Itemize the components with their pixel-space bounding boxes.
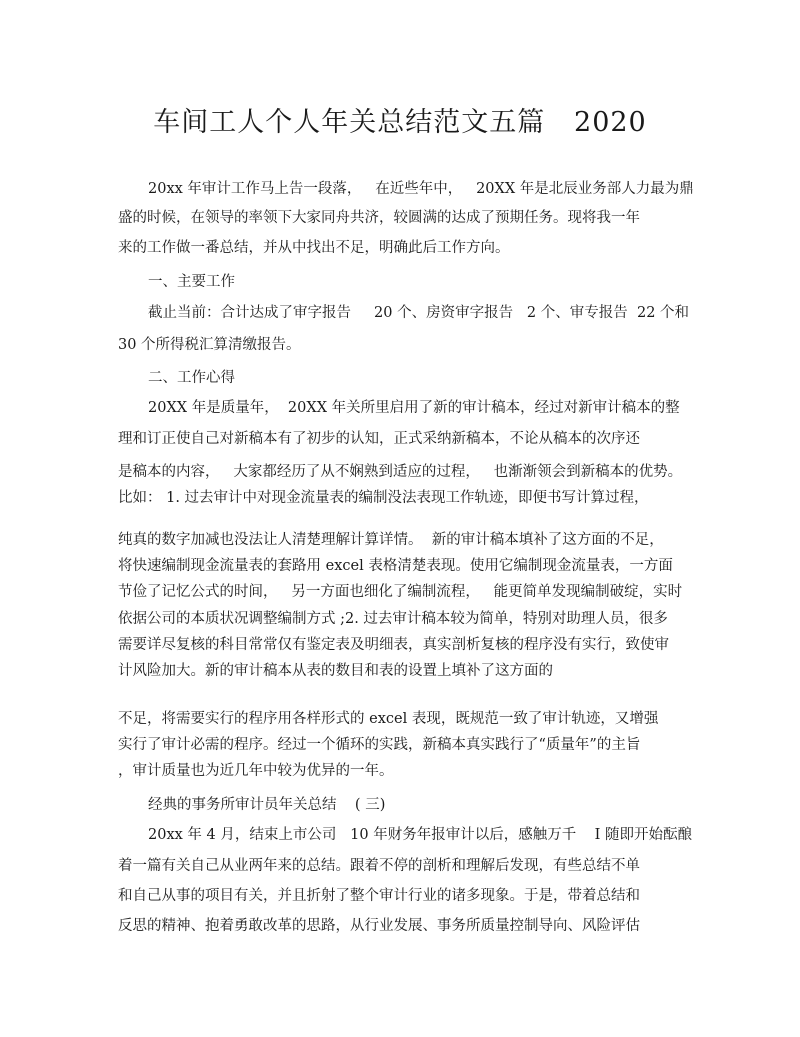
- paragraph-line: 20xx 年 4 月，结束上市公司 10 年财务年报审计以后，感触万千 I 随即开始酝酿: [148, 827, 693, 843]
- paragraph-line: 计风险加大。新的审计稿本从表的数目和表的设置上填补了这方面的: [118, 663, 553, 679]
- paragraph-line: 20XX 年是质量年， 20XX 年关所里启用了新的审计稿本，经过对新审计稿本的整: [148, 400, 680, 416]
- paragraph-line: 反思的精神、抱着勇敢改革的思路，从行业发展、事务所质量控制导向、风险评估: [118, 918, 640, 934]
- paragraph-line: 不足，将需要实行的程序用各样形式的 excel 表现，既规范一致了审计轨迹，又增强: [118, 711, 659, 727]
- paragraph-line: 着一篇有关自己从业两年来的总结。跟着不停的剖析和理解后发现，有些总结不单: [118, 858, 640, 874]
- paragraph-line: 截止当前：合计达成了审字报告 20 个、房资审字报告 2 个、审专报告 22 个和: [148, 305, 690, 321]
- paragraph-line: 盛的时候，在领导的率领下大家同舟共济，较圆满的达成了预期任务。现将我一年: [118, 210, 640, 226]
- document-title: 车间工人个人年关总结范文五篇 2020: [153, 107, 647, 138]
- paragraph-line: 20xx 年审计工作马上告一段落， 在近些年中， 20XX 年是北辰业务部人力最为鼎: [148, 181, 694, 197]
- section-heading: 经典的事务所审计员年关总结 ( 三): [148, 797, 386, 813]
- paragraph-line: 需要详尽复核的科目常常仅有鉴定表及明细表，真实剖析复核的程序没有实行，致使审: [118, 637, 669, 653]
- paragraph-line: 节俭了记忆公式的时间， 另一方面也细化了编制流程， 能更简单发现编制破绽，实时: [118, 584, 683, 600]
- section-heading: 一、主要工作: [148, 274, 235, 290]
- paragraph-line: 依据公司的本质状况调整编制方式 ;2. 过去审计稿本较为简单，特别对助理人员，很多: [118, 611, 668, 627]
- paragraph-line: 比如： 1. 过去审计中对现金流量表的编制没法表现工作轨迹，即便书写计算过程，: [118, 490, 649, 506]
- paragraph-line: 理和订正使自己对新稿本有了初步的认知，正式采纳新稿本，不论从稿本的次序还: [118, 431, 640, 447]
- paragraph-line: 是稿本的内容， 大家都经历了从不娴熟到适应的过程， 也渐渐领会到新稿本的优势。: [118, 464, 683, 480]
- paragraph-line: 纯真的数字加减也没法让人清楚理解计算详情。 新的审计稿本填补了这方面的不足，: [118, 532, 664, 548]
- paragraph-line: 将快速编制现金流量表的套路用 excel 表格清楚表现。使用它编制现金流量表，一方面: [118, 558, 673, 574]
- paragraph-line: 和自己从事的项目有关，并且折射了整个审计行业的诸多现象。于是，带着总结和: [118, 888, 640, 904]
- paragraph-line: 实行了审计必需的程序。经过一个循环的实践，新稿本真实践行了“质量年”的主旨: [118, 737, 641, 753]
- paragraph-line: ，审计质量也为近几年中较为优异的一年。: [118, 763, 394, 779]
- paragraph-line: 来的工作做一番总结，并从中找出不足，明确此后工作方向。: [118, 240, 510, 256]
- section-heading: 二、工作心得: [148, 370, 235, 386]
- paragraph-line: 30 个所得税汇算清缴报告。: [118, 337, 301, 353]
